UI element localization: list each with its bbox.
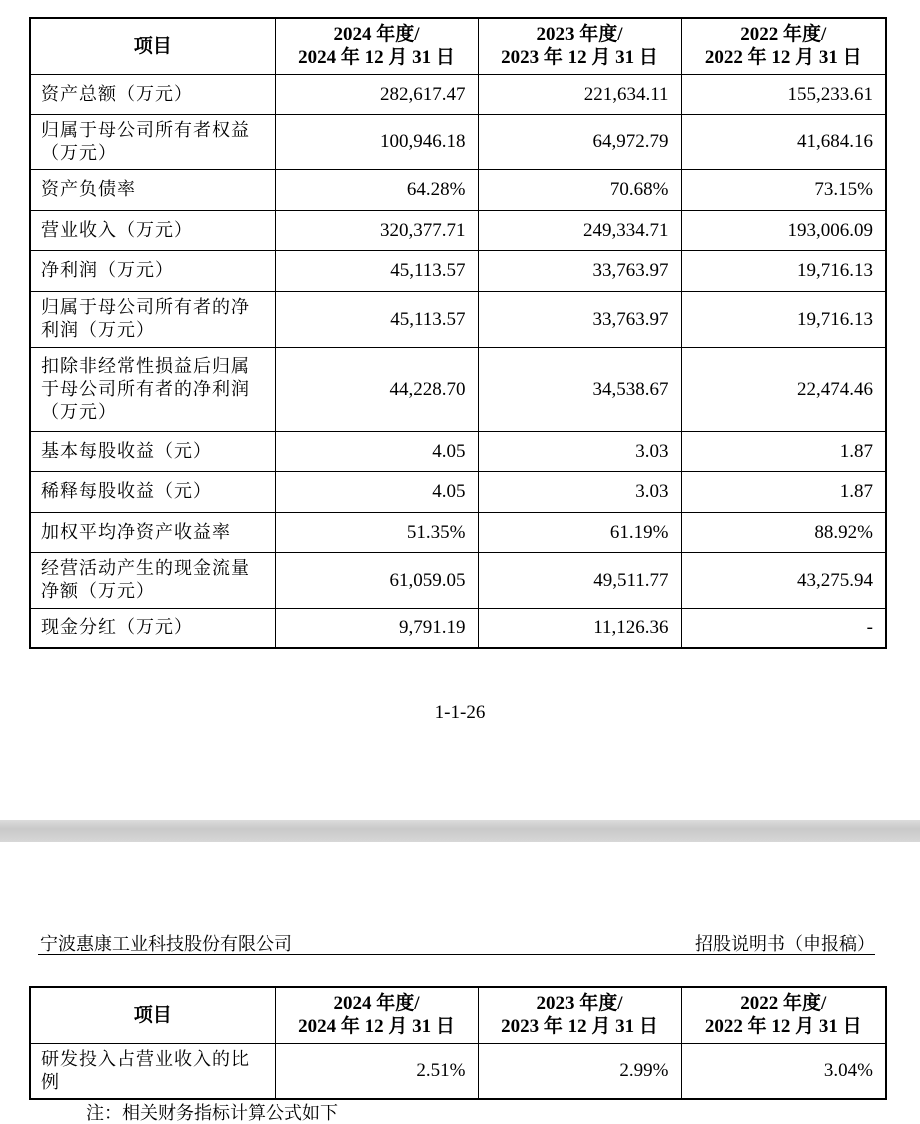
value-2022: 43,275.94 — [681, 552, 886, 608]
table-row — [30, 512, 886, 552]
value-2024: 45,113.57 — [275, 291, 478, 347]
note-partial: 注：相关财务指标计算公式如下 — [86, 1103, 338, 1124]
value-2023: 61.19% — [478, 512, 681, 552]
value-2024: 61,059.05 — [275, 552, 478, 608]
value-2023: 33,763.97 — [478, 250, 681, 291]
header-2023: 2023 年度/ 2023 年 12 月 31 日 — [478, 18, 681, 74]
table-header-row — [30, 987, 886, 1043]
header-2024: 2024 年度/ 2024 年 12 月 31 日 — [275, 987, 478, 1043]
value-2023: 70.68% — [478, 169, 681, 210]
value-2023: 3.03 — [478, 431, 681, 471]
value-2023: 34,538.67 — [478, 347, 681, 431]
row-label: 经营活动产生的现金流量净额（万元） — [30, 552, 275, 608]
row-label: 资产总额（万元） — [30, 74, 275, 114]
row-label: 基本每股收益（元） — [30, 431, 275, 471]
row-label: 加权平均净资产收益率 — [30, 512, 275, 552]
company-name: 宁波惠康工业科技股份有限公司 — [40, 934, 292, 955]
value-2023: 221,634.11 — [478, 74, 681, 114]
row-label: 稀释每股收益（元） — [30, 471, 275, 512]
row-label: 营业收入（万元） — [30, 210, 275, 250]
rd-ratio-table — [29, 986, 887, 1100]
value-2024: 2.51% — [275, 1043, 478, 1099]
value-2023: 2.99% — [478, 1043, 681, 1099]
header-item: 项目 — [30, 18, 275, 74]
value-2024: 9,791.19 — [275, 608, 478, 648]
table-row — [30, 347, 886, 431]
table-row — [30, 169, 886, 210]
value-2024: 51.35% — [275, 512, 478, 552]
value-2024: 64.28% — [275, 169, 478, 210]
value-2023: 11,126.36 — [478, 608, 681, 648]
table-row — [30, 431, 886, 471]
table-row — [30, 552, 886, 608]
value-2022: 1.87 — [681, 431, 886, 471]
value-2022: - — [681, 608, 886, 648]
value-2023: 249,334.71 — [478, 210, 681, 250]
value-2024: 44,228.70 — [275, 347, 478, 431]
header-2024: 2024 年度/ 2024 年 12 月 31 日 — [275, 18, 478, 74]
row-label: 资产负债率 — [30, 169, 275, 210]
row-label: 研发投入占营业收入的比例 — [30, 1043, 275, 1099]
value-2023: 3.03 — [478, 471, 681, 512]
header-item: 项目 — [30, 987, 275, 1043]
document-type: 招股说明书（申报稿） — [695, 934, 875, 955]
value-2022: 19,716.13 — [681, 291, 886, 347]
value-2022: 41,684.16 — [681, 114, 886, 169]
header-2023: 2023 年度/ 2023 年 12 月 31 日 — [478, 987, 681, 1043]
row-label: 扣除非经常性损益后归属于母公司所有者的净利润（万元） — [30, 347, 275, 431]
table-row — [30, 210, 886, 250]
row-label: 净利润（万元） — [30, 250, 275, 291]
table-row — [30, 74, 886, 114]
value-2024: 4.05 — [275, 471, 478, 512]
value-2022: 19,716.13 — [681, 250, 886, 291]
value-2022: 22,474.46 — [681, 347, 886, 431]
row-label: 归属于母公司所有者权益（万元） — [30, 114, 275, 169]
financial-indicators-table — [29, 17, 887, 649]
table-row — [30, 471, 886, 512]
table-row — [30, 608, 886, 648]
value-2023: 33,763.97 — [478, 291, 681, 347]
value-2022: 1.87 — [681, 471, 886, 512]
value-2023: 64,972.79 — [478, 114, 681, 169]
table-row — [30, 114, 886, 169]
page-separator — [0, 820, 920, 842]
value-2024: 4.05 — [275, 431, 478, 471]
header-2022: 2022 年度/ 2022 年 12 月 31 日 — [681, 18, 886, 74]
table-row — [30, 1043, 886, 1099]
value-2023: 49,511.77 — [478, 552, 681, 608]
value-2022: 88.92% — [681, 512, 886, 552]
value-2022: 193,006.09 — [681, 210, 886, 250]
value-2022: 3.04% — [681, 1043, 886, 1099]
value-2022: 73.15% — [681, 169, 886, 210]
table-row — [30, 291, 886, 347]
value-2024: 45,113.57 — [275, 250, 478, 291]
row-label: 现金分红（万元） — [30, 608, 275, 648]
value-2022: 155,233.61 — [681, 74, 886, 114]
value-2024: 282,617.47 — [275, 74, 478, 114]
value-2024: 100,946.18 — [275, 114, 478, 169]
document-running-header — [38, 928, 875, 955]
table-row — [30, 250, 886, 291]
value-2024: 320,377.71 — [275, 210, 478, 250]
header-2022: 2022 年度/ 2022 年 12 月 31 日 — [681, 987, 886, 1043]
row-label: 归属于母公司所有者的净利润（万元） — [30, 291, 275, 347]
page-number: 1-1-26 — [434, 702, 486, 723]
table-header-row — [30, 18, 886, 74]
